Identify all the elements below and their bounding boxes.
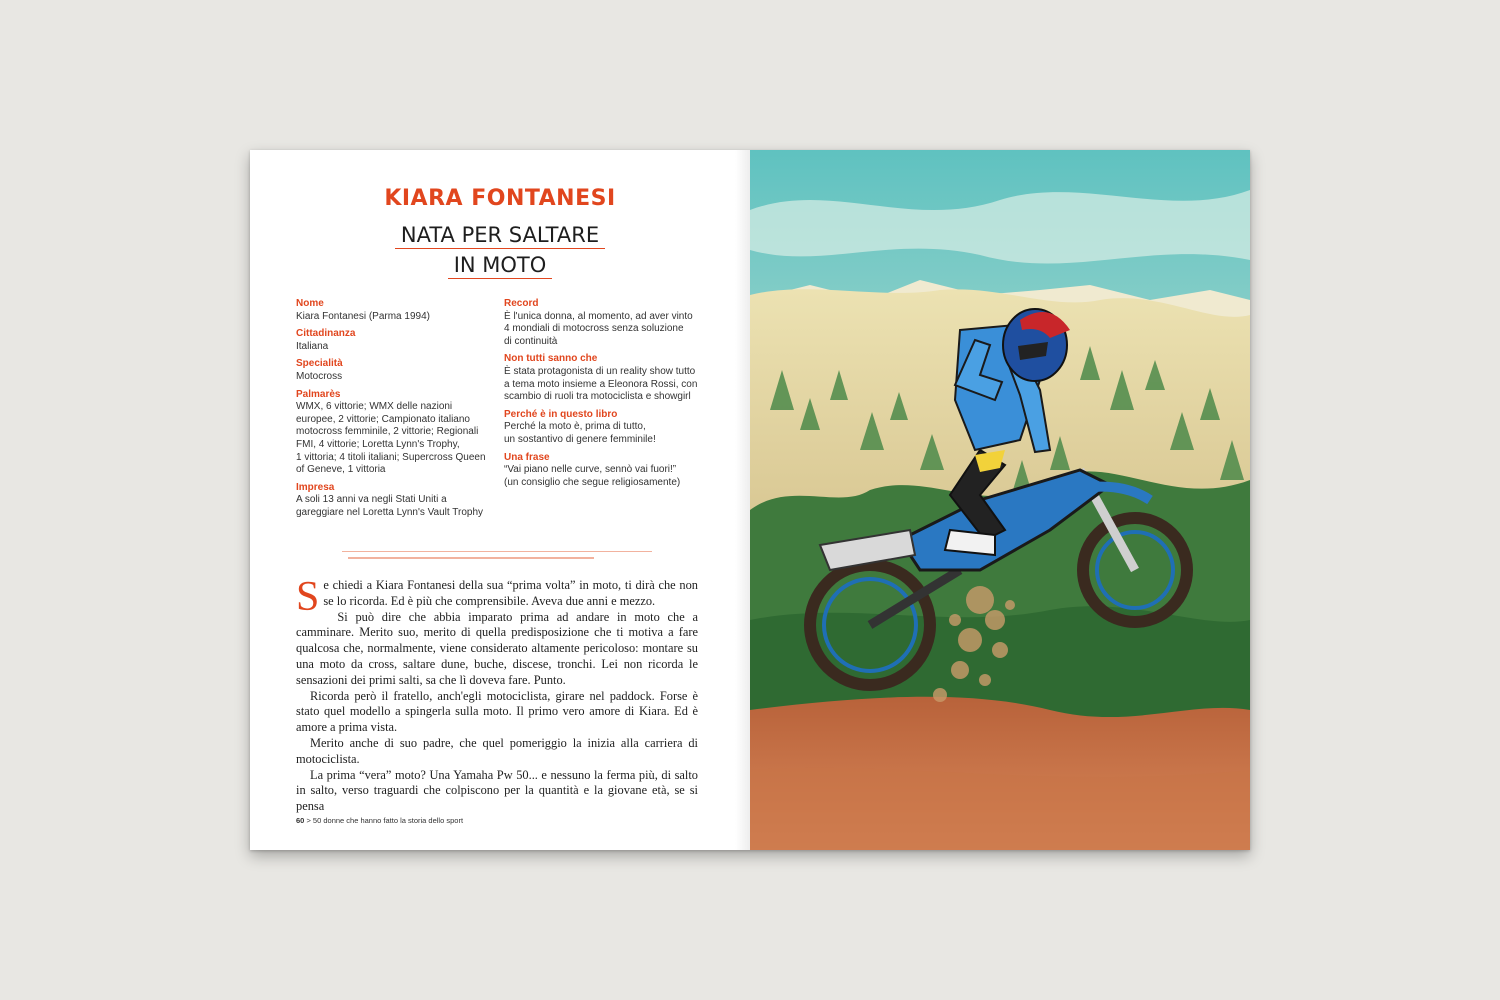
illustration-page bbox=[750, 150, 1250, 850]
fact-label: Specialità bbox=[296, 358, 343, 370]
athlete-name: KIARA FONTANESI bbox=[384, 186, 616, 211]
fact-label: Impresa bbox=[296, 481, 335, 493]
page-gutter-shadow bbox=[735, 150, 750, 850]
fact-label: Non tutti sanno che bbox=[504, 353, 598, 365]
fact-label: Cittadinanza bbox=[296, 328, 356, 340]
fact-value: WMX, 6 vittorie; WMX delle nazioni europee, 2 vittorie; Campionato italiano motocross femminile, 2 vittorie; Regionali FMI, 4 vittorie; Loretta Lynn's Trophy, 1 vittoria; 4 titoli italiani; Supercross Queen of Geneve, 1 vittoria bbox=[296, 401, 486, 476]
fact-value: È stata protagonista di un reality show tutto a tema moto insieme a Eleonora Rossi, con scambio di ruoli tra motociclista e showgirl bbox=[504, 365, 698, 403]
article-body bbox=[296, 574, 698, 815]
paragraph: Si può dire che abbia imparato prima ad andare in moto che a camminare. Merito suo, merito di quella predisposizione che ti motiva a fare qualcosa che, normalmente, viene considerato altamente pericoloso: montare su una moto da cross, saltare dune, buche, discese, tronchi. Lei non ricorda le sensazioni dei primi salti, sa che lì doveva fare. Punto. bbox=[296, 609, 698, 687]
fact-label: Palmarès bbox=[296, 388, 341, 400]
fact-label: Nome bbox=[296, 298, 324, 309]
paragraph: Ricorda però il fratello, anch'egli motociclista, girare nel paddock. Forse è stato quel modello a spingerla sulla moto. Il primo vero amore di Kiara. Ed è amore a prima vista. bbox=[296, 688, 698, 735]
fact-label: Perché è in questo libro bbox=[504, 408, 618, 420]
rider-boot bbox=[945, 530, 995, 555]
section-divider bbox=[342, 551, 652, 552]
page-footer bbox=[296, 816, 463, 825]
fact-value: A soli 13 anni va negli Stati Uniti a gareggiare nel Loretta Lynn's Vault Trophy bbox=[296, 494, 484, 518]
fact-value: Italiana bbox=[296, 340, 329, 352]
running-title: 50 donne che hanno fatto la storia dello sport bbox=[312, 816, 464, 825]
drop-cap: S bbox=[296, 574, 320, 620]
subtitle-line-2: IN MOTO bbox=[448, 252, 553, 279]
paragraph: Merito anche di suo padre, che quel pomeriggio la inizia alla carriera di motociclista. bbox=[296, 735, 698, 766]
facts-column-left bbox=[296, 298, 496, 520]
paragraph: La prima “vera” moto? Una Yamaha Pw 50... e nessuno la ferma più, di salto in salto, verso traguardi che colpiscono per la quantità e la giovane età, se si pensa bbox=[296, 767, 698, 814]
cloud bbox=[750, 190, 1250, 264]
dirt-shading bbox=[750, 768, 1250, 850]
facts-column-right bbox=[504, 298, 709, 489]
fact-value: È l'unica donna, al momento, ad aver vinto 4 mondiali di motocross senza soluzione di continuità bbox=[504, 310, 693, 347]
fact-label: Record bbox=[504, 298, 539, 309]
chapter-subtitle bbox=[250, 220, 750, 280]
paragraph-text: e chiedi a Kiara Fontanesi della sua “prima volta” in moto, ti dirà che non se lo ricorda. Ed è più che comprensibile. Aveva due anni e mezzo. bbox=[323, 578, 698, 608]
left-page bbox=[250, 150, 750, 850]
subtitle-line-1: NATA PER SALTARE bbox=[395, 222, 605, 249]
section-divider-accent bbox=[348, 557, 594, 559]
fact-value: Kiara Fontanesi (Parma 1994) bbox=[296, 310, 430, 322]
footer-separator: > bbox=[306, 816, 311, 825]
fact-value: Motocross bbox=[296, 370, 343, 382]
page-number: 60 bbox=[296, 816, 305, 825]
fact-value: “Vai piano nelle curve, sennò vai fuori!” (un consiglio che segue religiosamente) bbox=[504, 464, 681, 488]
fact-value: Perché la moto è, prima di tutto, un sostantivo di genere femminile! bbox=[504, 421, 656, 445]
fact-label: Una frase bbox=[504, 451, 550, 463]
book-spread bbox=[250, 150, 1250, 850]
motocross-rider-illustration bbox=[750, 150, 1250, 850]
paragraph bbox=[296, 574, 698, 620]
